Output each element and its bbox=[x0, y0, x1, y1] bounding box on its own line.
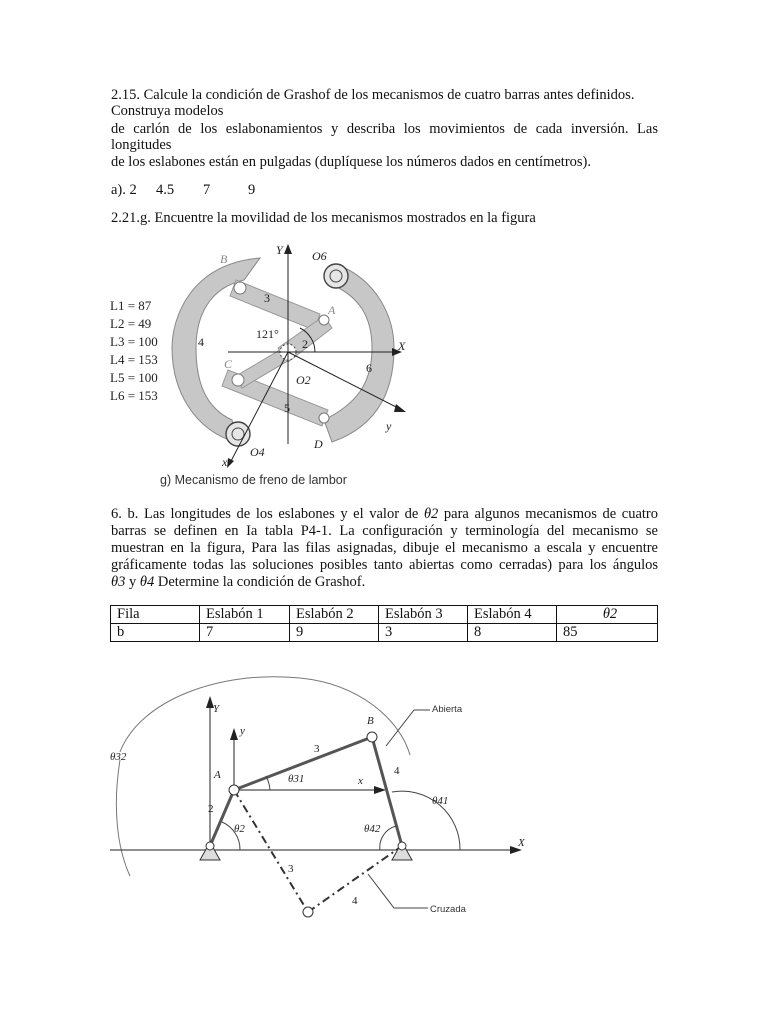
label-angle: 121° bbox=[256, 327, 279, 341]
local-y-axis-arrow bbox=[230, 728, 238, 740]
fourbar-figure bbox=[110, 660, 550, 925]
line1-text-b: para algunos mecanismos de cuatro bbox=[443, 506, 658, 522]
pivot-o2 bbox=[206, 842, 214, 850]
link-2 bbox=[210, 790, 234, 846]
problem-6-b-line3: muestran en la figura, Para las filas asignadas, dibuje el mecanismo a escala y encuentre bbox=[111, 540, 658, 556]
pivot-d bbox=[319, 413, 329, 423]
label-B: B bbox=[367, 715, 374, 727]
header-cell: Eslabón 1 bbox=[200, 606, 290, 624]
figure-caption: g) Mecanismo de freno de lambor bbox=[160, 473, 347, 487]
value-item: 9 bbox=[248, 182, 256, 198]
label-y-upper: Y bbox=[276, 243, 283, 257]
linkage-table bbox=[110, 605, 658, 642]
length-l4: L4 = 153 bbox=[110, 352, 158, 367]
length-l3: L3 = 100 bbox=[110, 334, 158, 349]
problem-2-15-line4: longitudes bbox=[111, 137, 172, 153]
table-cell: 7 bbox=[200, 624, 290, 642]
problem-2-15-line5: de los eslabones están en pulgadas (duplíquese los números dados en centímetros). bbox=[111, 154, 591, 170]
label-A: A bbox=[214, 769, 221, 781]
values-label: a). 2 bbox=[111, 182, 137, 198]
problem-2-15-line1: 2.15. Calcule la condición de Grashof de los mecanismos de cuatro barras antes definidos. bbox=[111, 87, 635, 103]
label-b: B bbox=[220, 252, 228, 266]
local-x-axis-arrow bbox=[374, 786, 386, 794]
header-cell: Eslabón 3 bbox=[379, 606, 468, 624]
label-x-local: x bbox=[358, 775, 363, 787]
label-o6: O6 bbox=[312, 249, 327, 263]
local-y-axis-arrow bbox=[394, 404, 406, 412]
local-x-axis-arrow bbox=[227, 458, 234, 468]
table-cell: b bbox=[111, 624, 200, 642]
problem-2-21-text: 2.21.g. Encuentre la movilidad de los mecanismos mostrados en la figura bbox=[111, 210, 536, 226]
pivot-b-crossed bbox=[303, 907, 313, 917]
line5-y: y bbox=[129, 574, 137, 590]
right-brake-shoe bbox=[324, 264, 394, 442]
large-arc-lower bbox=[116, 760, 130, 876]
table-cell: 3 bbox=[379, 624, 468, 642]
label-theta2: θ2 bbox=[234, 823, 245, 835]
problem-6-b-line5 bbox=[111, 574, 658, 590]
label-link-3-bottom: 3 bbox=[288, 863, 294, 875]
label-x-upper: X bbox=[398, 339, 406, 353]
label-link-4: 4 bbox=[198, 335, 204, 349]
pivot-a bbox=[229, 785, 239, 795]
y-axis-arrow bbox=[284, 244, 292, 254]
pivot-b bbox=[234, 282, 246, 294]
label-theta31: θ31 bbox=[288, 773, 305, 785]
pivot-c bbox=[232, 374, 244, 386]
label-link-6: 6 bbox=[366, 361, 372, 375]
problem-6-b-line2: barras se definen en Ia tabla P4-1. La configuración y terminología del mecanismo se bbox=[111, 523, 658, 539]
length-l5: L5 = 100 bbox=[110, 370, 158, 385]
line1-text-a: 6. b. Las longitudes de los eslabones y el valor de bbox=[111, 506, 419, 522]
length-l6: L6 = 153 bbox=[110, 388, 158, 403]
label-y-lower: y bbox=[386, 419, 392, 433]
header-cell: Eslabón 4 bbox=[468, 606, 557, 624]
length-l1: L1 = 87 bbox=[110, 298, 152, 313]
label-c: C bbox=[224, 357, 233, 371]
table-header-row bbox=[111, 606, 658, 624]
line5-text: Determine la condición de Grashof. bbox=[157, 574, 366, 590]
label-link-4-bottom: 4 bbox=[352, 895, 358, 907]
header-cell: Fila bbox=[111, 606, 200, 624]
ground-o6 bbox=[324, 264, 348, 288]
label-link-5: 5 bbox=[284, 401, 290, 415]
label-o4: O4 bbox=[250, 445, 265, 459]
label-theta41: θ41 bbox=[432, 795, 449, 807]
label-link-3: 3 bbox=[264, 291, 270, 305]
label-Y: Y bbox=[213, 703, 220, 715]
problem-6-b-line4: gráficamente todas las soluciones posibles tanto abiertas como cerradas) para los ángulos bbox=[111, 557, 658, 573]
label-link-2: 2 bbox=[208, 803, 214, 815]
header-cell: Eslabón 2 bbox=[290, 606, 379, 624]
cruzada-leader bbox=[368, 874, 428, 908]
label-link-2: 2 bbox=[302, 337, 308, 351]
theta42-arc bbox=[380, 826, 396, 850]
label-x-lower: x bbox=[222, 455, 228, 469]
drum-brake-figure bbox=[110, 238, 420, 500]
pivot-o4 bbox=[398, 842, 406, 850]
table-cell: 85 bbox=[557, 624, 658, 642]
pivot-b bbox=[367, 732, 377, 742]
problem-2-15-values bbox=[111, 182, 658, 198]
label-abierta: Abierta bbox=[432, 704, 463, 715]
problem-6-b-line1 bbox=[111, 506, 658, 522]
theta-4-symbol: θ4 bbox=[139, 574, 155, 590]
label-theta42: θ42 bbox=[364, 823, 381, 835]
label-link-4-right: 4 bbox=[394, 765, 400, 777]
theta-3-symbol: θ3 bbox=[111, 574, 126, 590]
header-cell: θ2 bbox=[557, 606, 658, 624]
link-3-crossed bbox=[234, 790, 308, 912]
label-theta32: θ32 bbox=[110, 751, 127, 763]
label-o2: O2 bbox=[296, 373, 311, 387]
ground-o4 bbox=[226, 422, 250, 446]
label-link-3-top: 3 bbox=[314, 743, 320, 755]
table-cell: 8 bbox=[468, 624, 557, 642]
label-X: X bbox=[518, 837, 525, 849]
problem-2-15-line3: de carlón de los eslabonamientos y describa los movimientos de cada inversión. Las bbox=[111, 121, 658, 137]
label-d: D bbox=[314, 437, 323, 451]
value-item: 4.5 bbox=[156, 182, 175, 198]
label-y-local: y bbox=[240, 725, 245, 737]
label-a: A bbox=[328, 303, 336, 317]
table-cell: 9 bbox=[290, 624, 379, 642]
problem-2-15-line2: Construya modelos bbox=[111, 103, 224, 119]
length-l2: L2 = 49 bbox=[110, 316, 152, 331]
theta-2-symbol: θ2 bbox=[423, 506, 439, 522]
value-item: 7 bbox=[203, 182, 211, 198]
label-cruzada: Cruzada bbox=[430, 904, 466, 915]
abierta-leader bbox=[386, 710, 430, 746]
table-row bbox=[111, 624, 658, 642]
